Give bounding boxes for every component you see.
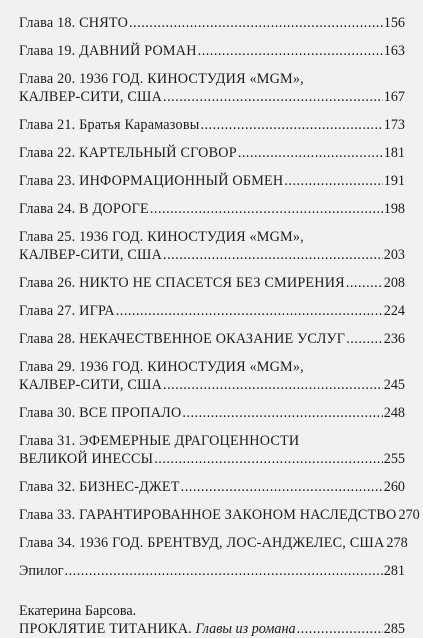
leader-dots: [163, 246, 383, 264]
toc-list: [19, 14, 420, 638]
toc-entry-ch20: [19, 70, 405, 106]
toc-entry-page: 163: [383, 43, 405, 59]
toc-entry-label: Глава 27. ИГРА: [19, 303, 115, 319]
toc-entry-page: 191: [383, 173, 405, 189]
toc-entry-ch30: [19, 404, 405, 422]
toc-entry-page: 181: [383, 145, 405, 161]
toc-entry-ch31: [19, 432, 405, 468]
toc-entry-page: 270: [398, 507, 420, 523]
toc-entry-page: 260: [383, 479, 405, 495]
toc-entry-ch28: [19, 330, 405, 348]
leader-dots: [182, 404, 382, 422]
toc-entry-label: Глава 22. КАРТЕЛЬНЫЙ СГОВОР: [19, 145, 237, 161]
appendix-author: Екатерина Барсова.: [19, 603, 137, 619]
toc-entry-label-cont: КАЛВЕР-СИТИ, США: [19, 89, 163, 105]
toc-entry-label: Глава 26. НИКТО НЕ СПАСЕТСЯ БЕЗ СМИРЕНИЯ: [19, 275, 345, 291]
toc-entry-page: 281: [383, 563, 405, 579]
toc-entry-ch19: [19, 42, 405, 60]
toc-entry-label-cont: КАЛВЕР-СИТИ, США: [19, 377, 163, 393]
toc-entry-label-cont: КАЛВЕР-СИТИ, США: [19, 247, 163, 263]
toc-entry-ch33: [19, 506, 420, 524]
toc-entry-page: 203: [383, 247, 405, 263]
leader-dots: [129, 14, 383, 32]
leader-dots: [346, 330, 383, 348]
leader-dots: [297, 620, 383, 638]
toc-entry-page: 198: [383, 201, 405, 217]
toc-entry-ch32: [19, 478, 405, 496]
leader-dots: [116, 302, 383, 320]
leader-dots: [65, 562, 383, 580]
toc-entry-page: 224: [383, 303, 405, 319]
toc-entry-page: 236: [383, 331, 405, 347]
toc-entry-label-cont: ВЕЛИКОЙ ИНЕССЫ: [19, 451, 154, 467]
leader-dots: [284, 172, 382, 190]
toc-entry-page: 248: [383, 405, 405, 421]
toc-entry-label: Глава 31. ЭФЕМЕРНЫЕ ДРАГОЦЕННОСТИ: [19, 433, 300, 449]
leader-dots: [346, 274, 383, 292]
toc-entry-label: Глава 24. В ДОРОГЕ: [19, 201, 149, 217]
appendix-subtitle: Главы из романа: [195, 621, 296, 637]
toc-entry-label: Глава 28. НЕКАЧЕСТВЕННОЕ ОКАЗАНИЕ УСЛУГ: [19, 331, 346, 347]
toc-entry-label: Эпилог: [19, 563, 64, 579]
toc-entry-page: 167: [383, 89, 405, 105]
toc-entry-label: Глава 23. ИНФОРМАЦИОННЫЙ ОБМЕН: [19, 173, 284, 189]
leader-dots: [238, 144, 383, 162]
leader-dots: [181, 478, 383, 496]
leader-dots: [163, 88, 383, 106]
toc-entry-ch29: [19, 358, 405, 394]
toc-entry-label: Глава 32. БИЗНЕС-ДЖЕТ: [19, 479, 180, 495]
toc-entry-label: Глава 18. СНЯТО: [19, 15, 129, 31]
toc-entry-label: Глава 30. ВСЕ ПРОПАЛО: [19, 405, 182, 421]
toc-entry-label: Глава 34. 1936 ГОД. БРЕНТВУД, ЛОС-АНДЖЕЛЕС, США: [19, 535, 385, 551]
leader-dots: [198, 42, 383, 60]
toc-entry-page: 255: [383, 451, 405, 467]
toc-entry-page: 208: [383, 275, 405, 291]
toc-entry-ch27: [19, 302, 405, 320]
toc-entry-label: Глава 21. Братья Карамазовы: [19, 117, 200, 133]
toc-entry-label: Глава 33. ГАРАНТИРОВАННОЕ ЗАКОНОМ НАСЛЕДСТВО: [19, 507, 397, 523]
toc-entry-page: 156: [383, 15, 405, 31]
toc-entry-page: 278: [386, 535, 408, 551]
leader-dots: [154, 450, 383, 468]
toc-entry-ch22: [19, 144, 405, 162]
toc-entry-ch26: [19, 274, 405, 292]
toc-entry-label: Глава 29. 1936 ГОД. КИНОСТУДИЯ «MGM»,: [19, 359, 304, 375]
appendix-title: ПРОКЛЯТИЕ ТИТАНИКА.: [19, 621, 192, 637]
toc-entry-epilogue: [19, 562, 405, 580]
leader-dots: [150, 200, 383, 218]
toc-entry-label: Глава 25. 1936 ГОД. КИНОСТУДИЯ «MGM»,: [19, 229, 304, 245]
toc-entry-ch18: [19, 14, 405, 32]
toc-entry-appendix: [19, 602, 405, 638]
leader-dots: [163, 376, 383, 394]
leader-dots: [200, 116, 382, 134]
toc-entry-ch23: [19, 172, 405, 190]
toc-entry-ch25: [19, 228, 405, 264]
toc-entry-page: 285: [383, 621, 405, 637]
toc-entry-ch34: [19, 534, 408, 552]
toc-entry-page: 173: [383, 117, 405, 133]
toc-entry-label: Глава 20. 1936 ГОД. КИНОСТУДИЯ «MGM»,: [19, 71, 304, 87]
toc-entry-label: Глава 19. ДАВНИЙ РОМАН: [19, 43, 197, 59]
toc-entry-page: 245: [383, 377, 405, 393]
toc-entry-ch24: [19, 200, 405, 218]
toc-entry-ch21: [19, 116, 405, 134]
